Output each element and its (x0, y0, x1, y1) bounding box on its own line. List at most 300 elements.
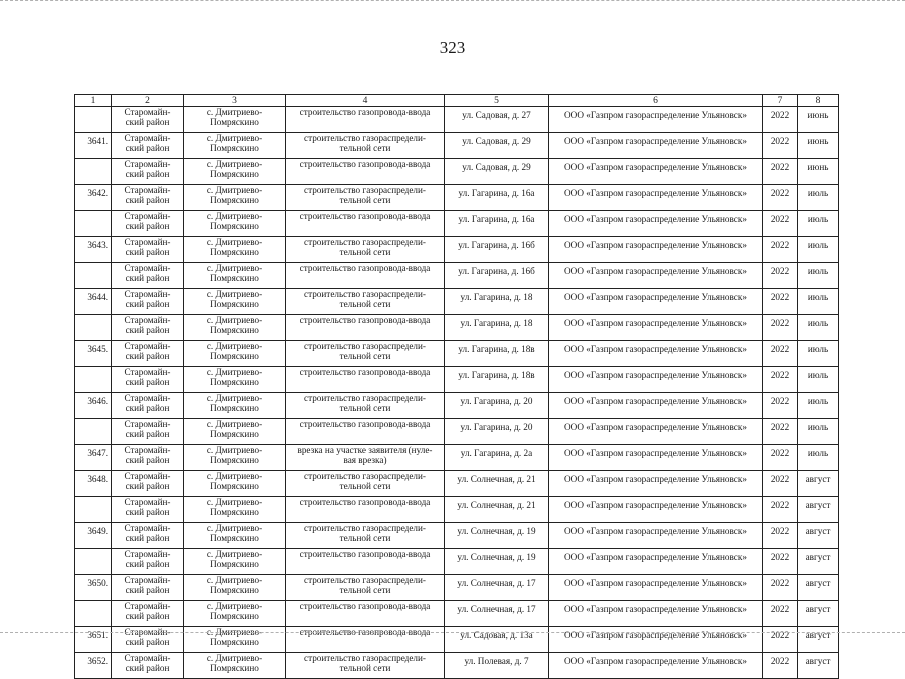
district-cell (112, 367, 184, 393)
address-cell: ул. Гагарина, д. 2а (445, 445, 549, 471)
work-cell (286, 523, 445, 549)
settlement-cell (184, 523, 286, 549)
work-cell-line: тельной сети (339, 195, 391, 205)
district-cell-line: ский район (125, 143, 170, 153)
district-cell-line: Старомайн- (124, 211, 171, 221)
district-cell (112, 575, 184, 601)
month-cell: июль (798, 445, 839, 471)
year-cell: 2022 (763, 315, 798, 341)
month-cell: август (798, 575, 839, 601)
work-cell-line: строительство газопровода-ввода (299, 549, 431, 559)
address-cell: ул. Гагарина, д. 16а (445, 185, 549, 211)
work-cell (286, 185, 445, 211)
work-cell-line: строительство газопровода-ввода (299, 211, 431, 221)
settlement-cell-line: с. Дмитриево- (206, 445, 263, 455)
district-cell-line: ский район (125, 611, 170, 621)
year-cell: 2022 (763, 367, 798, 393)
address-cell: ул. Солнечная, д. 17 (445, 575, 549, 601)
organization-cell: ООО «Газпром газораспределение Ульяновск» (549, 445, 763, 471)
year-cell: 2022 (763, 445, 798, 471)
organization-cell: ООО «Газпром газораспределение Ульяновск» (549, 159, 763, 185)
month-cell: июль (798, 367, 839, 393)
organization-cell: ООО «Газпром газораспределение Ульяновск» (549, 211, 763, 237)
work-cell (286, 601, 445, 627)
district-cell-line: ский район (125, 299, 170, 309)
work-cell-line: строительство газопровода-ввода (299, 263, 431, 273)
district-cell-line: Старомайн- (124, 549, 171, 559)
organization-cell: ООО «Газпром газораспределение Ульяновск» (549, 549, 763, 575)
year-cell: 2022 (763, 471, 798, 497)
work-cell-line: тельной сети (339, 351, 391, 361)
settlement-cell-line: с. Дмитриево- (206, 419, 263, 429)
work-cell-line: строительство газораспредели- (304, 341, 426, 351)
month-cell: август (798, 471, 839, 497)
table-row (75, 185, 839, 211)
settlement-cell-line: Помряскино (210, 507, 259, 517)
district-cell-line: ский район (125, 533, 170, 543)
settlement-cell (184, 107, 286, 133)
col-header: 7 (763, 95, 798, 107)
district-cell-line: Старомайн- (124, 107, 171, 117)
organization-cell: ООО «Газпром газораспределение Ульяновск» (549, 419, 763, 445)
work-cell-line: строительство газопровода-ввода (299, 419, 431, 429)
address-cell: ул. Гагарина, д. 16а (445, 211, 549, 237)
row-number (75, 263, 112, 289)
district-cell-line: Старомайн- (124, 289, 171, 299)
district-cell-line: Старомайн- (124, 445, 171, 455)
organization-cell: ООО «Газпром газораспределение Ульяновск» (549, 575, 763, 601)
row-number (75, 497, 112, 523)
settlement-cell (184, 263, 286, 289)
district-cell-line: ский район (125, 455, 170, 465)
month-cell: июль (798, 419, 839, 445)
district-cell (112, 497, 184, 523)
work-cell (286, 315, 445, 341)
scan-edge-top (0, 0, 905, 2)
district-cell-line: ский район (125, 559, 170, 569)
month-cell: июнь (798, 107, 839, 133)
row-number: 3644. (75, 289, 112, 315)
month-cell: август (798, 601, 839, 627)
work-cell (286, 367, 445, 393)
address-cell: ул. Гагарина, д. 16б (445, 263, 549, 289)
year-cell: 2022 (763, 601, 798, 627)
month-cell: август (798, 627, 839, 653)
address-cell: ул. Солнечная, д. 19 (445, 523, 549, 549)
table-row (75, 601, 839, 627)
month-cell: август (798, 653, 839, 679)
district-cell (112, 237, 184, 263)
row-number: 3643. (75, 237, 112, 263)
settlement-cell-line: Помряскино (210, 403, 259, 413)
district-cell-line: Старомайн- (124, 159, 171, 169)
district-cell-line: ский район (125, 481, 170, 491)
work-cell-line: вая врезка) (343, 455, 387, 465)
row-number (75, 601, 112, 627)
year-cell: 2022 (763, 497, 798, 523)
row-number (75, 549, 112, 575)
address-cell: ул. Гагарина, д. 18 (445, 289, 549, 315)
district-cell-line: Старомайн- (124, 601, 171, 611)
organization-cell: ООО «Газпром газораспределение Ульяновск» (549, 133, 763, 159)
row-number: 3641. (75, 133, 112, 159)
settlement-cell (184, 315, 286, 341)
organization-cell: ООО «Газпром газораспределение Ульяновск» (549, 497, 763, 523)
organization-cell: ООО «Газпром газораспределение Ульяновск» (549, 289, 763, 315)
district-cell-line: Старомайн- (124, 315, 171, 325)
district-cell-line: Старомайн- (124, 367, 171, 377)
settlement-cell-line: с. Дмитриево- (206, 523, 263, 533)
settlement-cell (184, 445, 286, 471)
district-cell (112, 315, 184, 341)
district-cell-line: Старомайн- (124, 471, 171, 481)
district-cell (112, 393, 184, 419)
row-number (75, 367, 112, 393)
work-cell-line: строительство газопровода-ввода (299, 627, 431, 637)
work-cell (286, 393, 445, 419)
row-number: 3642. (75, 185, 112, 211)
work-cell-line: строительство газопровода-ввода (299, 315, 431, 325)
district-cell-line: Старомайн- (124, 393, 171, 403)
work-cell-line: строительство газопровода-ввода (299, 497, 431, 507)
col-header: 8 (798, 95, 839, 107)
settlement-cell-line: Помряскино (210, 117, 259, 127)
col-header: 4 (286, 95, 445, 107)
settlement-cell-line: Помряскино (210, 143, 259, 153)
address-cell: ул. Садовая, д. 13а (445, 627, 549, 653)
row-number: 3650. (75, 575, 112, 601)
district-cell-line: ский район (125, 663, 170, 673)
district-cell-line: Старомайн- (124, 419, 171, 429)
month-cell: июль (798, 393, 839, 419)
settlement-cell (184, 497, 286, 523)
row-number: 3645. (75, 341, 112, 367)
table-row (75, 575, 839, 601)
district-cell (112, 211, 184, 237)
month-cell: июль (798, 263, 839, 289)
settlement-cell-line: Помряскино (210, 585, 259, 595)
work-cell (286, 133, 445, 159)
district-cell-line: ский район (125, 429, 170, 439)
settlement-cell-line: Помряскино (210, 221, 259, 231)
settlement-cell-line: Помряскино (210, 169, 259, 179)
work-cell-line: тельной сети (339, 585, 391, 595)
district-cell-line: Старомайн- (124, 237, 171, 247)
settlement-cell-line: с. Дмитриево- (206, 575, 263, 585)
settlement-cell-line: с. Дмитриево- (206, 237, 263, 247)
address-cell: ул. Гагарина, д. 18 (445, 315, 549, 341)
work-cell-line: строительство газопровода-ввода (299, 367, 431, 377)
year-cell: 2022 (763, 159, 798, 185)
settlement-cell (184, 471, 286, 497)
month-cell: июль (798, 315, 839, 341)
district-cell (112, 445, 184, 471)
work-cell-line: тельной сети (339, 663, 391, 673)
work-cell-line: тельной сети (339, 143, 391, 153)
settlement-cell-line: с. Дмитриево- (206, 289, 263, 299)
table-row (75, 159, 839, 185)
table-row (75, 211, 839, 237)
organization-cell: ООО «Газпром газораспределение Ульяновск» (549, 523, 763, 549)
address-cell: ул. Гагарина, д. 16б (445, 237, 549, 263)
address-cell: ул. Гагарина, д. 18в (445, 367, 549, 393)
month-cell: июль (798, 341, 839, 367)
month-cell: июль (798, 237, 839, 263)
settlement-cell-line: с. Дмитриево- (206, 159, 263, 169)
month-cell: август (798, 549, 839, 575)
work-cell (286, 549, 445, 575)
table-row (75, 393, 839, 419)
district-cell (112, 523, 184, 549)
settlement-cell-line: с. Дмитриево- (206, 549, 263, 559)
settlement-cell-line: Помряскино (210, 429, 259, 439)
col-header: 1 (75, 95, 112, 107)
district-cell (112, 471, 184, 497)
district-cell-line: ский район (125, 351, 170, 361)
work-cell (286, 497, 445, 523)
year-cell: 2022 (763, 549, 798, 575)
work-cell-line: врезка на участке заявителя (нуле- (297, 445, 433, 455)
work-cell-line: строительство газораспредели- (304, 523, 426, 533)
year-cell: 2022 (763, 289, 798, 315)
district-cell-line: Старомайн- (124, 263, 171, 273)
address-cell: ул. Полевая, д. 7 (445, 653, 549, 679)
district-cell-line: ский район (125, 195, 170, 205)
settlement-cell (184, 185, 286, 211)
work-cell-line: строительство газораспредели- (304, 393, 426, 403)
page-number: 323 (439, 38, 466, 57)
header-row (75, 95, 839, 107)
year-cell: 2022 (763, 419, 798, 445)
settlement-cell (184, 133, 286, 159)
organization-cell: ООО «Газпром газораспределение Ульяновск» (549, 107, 763, 133)
district-cell-line: Старомайн- (124, 185, 171, 195)
work-cell-line: строительство газораспредели- (304, 133, 426, 143)
work-cell-line: строительство газораспредели- (304, 289, 426, 299)
work-cell-line: строительство газораспредели- (304, 185, 426, 195)
month-cell: июнь (798, 133, 839, 159)
settlement-cell-line: Помряскино (210, 611, 259, 621)
district-cell (112, 107, 184, 133)
settlement-cell-line: с. Дмитриево- (206, 185, 263, 195)
settlement-cell-line: Помряскино (210, 377, 259, 387)
row-number (75, 315, 112, 341)
work-cell (286, 471, 445, 497)
year-cell: 2022 (763, 107, 798, 133)
work-cell-line: тельной сети (339, 403, 391, 413)
organization-cell: ООО «Газпром газораспределение Ульяновск» (549, 471, 763, 497)
district-cell (112, 549, 184, 575)
settlement-cell-line: с. Дмитриево- (206, 341, 263, 351)
district-cell (112, 653, 184, 679)
work-cell (286, 289, 445, 315)
address-cell: ул. Гагарина, д. 20 (445, 393, 549, 419)
work-cell (286, 237, 445, 263)
settlement-cell (184, 159, 286, 185)
settlement-cell-line: с. Дмитриево- (206, 653, 263, 663)
table-row (75, 315, 839, 341)
scan-edge-bottom (0, 632, 905, 634)
row-number (75, 211, 112, 237)
settlement-cell-line: Помряскино (210, 455, 259, 465)
work-cell-line: строительство газораспредели- (304, 575, 426, 585)
month-cell: июнь (798, 159, 839, 185)
row-number (75, 159, 112, 185)
organization-cell: ООО «Газпром газораспределение Ульяновск» (549, 367, 763, 393)
settlement-cell (184, 575, 286, 601)
address-cell: ул. Гагарина, д. 18в (445, 341, 549, 367)
district-cell-line: ский район (125, 377, 170, 387)
month-cell: июль (798, 211, 839, 237)
settlement-cell-line: Помряскино (210, 637, 259, 647)
district-cell-line: ский район (125, 325, 170, 335)
work-cell (286, 419, 445, 445)
year-cell: 2022 (763, 263, 798, 289)
settlement-cell-line: Помряскино (210, 325, 259, 335)
year-cell: 2022 (763, 523, 798, 549)
year-cell: 2022 (763, 393, 798, 419)
work-cell-line: строительство газораспредели- (304, 471, 426, 481)
address-cell: ул. Гагарина, д. 20 (445, 419, 549, 445)
settlement-cell-line: Помряскино (210, 533, 259, 543)
settlement-cell-line: с. Дмитриево- (206, 601, 263, 611)
table-row (75, 341, 839, 367)
table-row (75, 289, 839, 315)
schedule-table (74, 94, 839, 679)
address-cell: ул. Садовая, д. 27 (445, 107, 549, 133)
work-cell-line: строительство газопровода-ввода (299, 159, 431, 169)
col-header: 6 (549, 95, 763, 107)
settlement-cell-line: с. Дмитриево- (206, 107, 263, 117)
work-cell-line: тельной сети (339, 247, 391, 257)
work-cell-line: тельной сети (339, 533, 391, 543)
settlement-cell-line: Помряскино (210, 247, 259, 257)
settlement-cell-line: с. Дмитриево- (206, 627, 263, 637)
organization-cell: ООО «Газпром газораспределение Ульяновск» (549, 263, 763, 289)
settlement-cell-line: с. Дмитриево- (206, 497, 263, 507)
district-cell-line: Старомайн- (124, 523, 171, 533)
address-cell: ул. Солнечная, д. 19 (445, 549, 549, 575)
year-cell: 2022 (763, 237, 798, 263)
settlement-cell (184, 211, 286, 237)
organization-cell: ООО «Газпром газораспределение Ульяновск» (549, 601, 763, 627)
organization-cell: ООО «Газпром газораспределение Ульяновск» (549, 341, 763, 367)
table-row (75, 523, 839, 549)
table-body (75, 107, 839, 679)
district-cell-line: ский район (125, 637, 170, 647)
district-cell-line: ский район (125, 585, 170, 595)
address-cell: ул. Солнечная, д. 21 (445, 497, 549, 523)
month-cell: июль (798, 289, 839, 315)
settlement-cell (184, 237, 286, 263)
year-cell: 2022 (763, 653, 798, 679)
organization-cell: ООО «Газпром газораспределение Ульяновск» (549, 315, 763, 341)
district-cell-line: ский район (125, 507, 170, 517)
settlement-cell-line: с. Дмитриево- (206, 211, 263, 221)
row-number: 3646. (75, 393, 112, 419)
work-cell-line: тельной сети (339, 481, 391, 491)
district-cell (112, 185, 184, 211)
district-cell-line: Старомайн- (124, 627, 171, 637)
table-row (75, 445, 839, 471)
district-cell-line: Старомайн- (124, 497, 171, 507)
work-cell-line: строительство газораспредели- (304, 237, 426, 247)
settlement-cell-line: с. Дмитриево- (206, 263, 263, 273)
row-number: 3649. (75, 523, 112, 549)
district-cell (112, 133, 184, 159)
district-cell (112, 601, 184, 627)
row-number: 3651. (75, 627, 112, 653)
settlement-cell (184, 653, 286, 679)
organization-cell: ООО «Газпром газораспределение Ульяновск» (549, 393, 763, 419)
table-row (75, 653, 839, 679)
settlement-cell-line: с. Дмитриево- (206, 133, 263, 143)
work-cell-line: тельной сети (339, 299, 391, 309)
organization-cell: ООО «Газпром газораспределение Ульяновск» (549, 237, 763, 263)
address-cell: ул. Садовая, д. 29 (445, 133, 549, 159)
settlement-cell (184, 393, 286, 419)
district-cell-line: ский район (125, 169, 170, 179)
work-cell (286, 653, 445, 679)
work-cell (286, 211, 445, 237)
work-cell-line: строительство газопровода-ввода (299, 107, 431, 117)
settlement-cell-line: с. Дмитриево- (206, 315, 263, 325)
organization-cell: ООО «Газпром газораспределение Ульяновск» (549, 185, 763, 211)
settlement-cell (184, 419, 286, 445)
row-number (75, 419, 112, 445)
work-cell (286, 159, 445, 185)
month-cell: август (798, 523, 839, 549)
settlement-cell-line: Помряскино (210, 273, 259, 283)
settlement-cell-line: с. Дмитриево- (206, 471, 263, 481)
district-cell-line: ский район (125, 221, 170, 231)
table-row (75, 471, 839, 497)
organization-cell: ООО «Газпром газораспределение Ульяновск» (549, 653, 763, 679)
col-header: 5 (445, 95, 549, 107)
table-row (75, 107, 839, 133)
settlement-cell (184, 601, 286, 627)
settlement-cell (184, 289, 286, 315)
work-cell (286, 263, 445, 289)
work-cell (286, 445, 445, 471)
work-cell (286, 575, 445, 601)
settlement-cell (184, 549, 286, 575)
table-row (75, 367, 839, 393)
settlement-cell-line: Помряскино (210, 195, 259, 205)
settlement-cell (184, 341, 286, 367)
table-row (75, 263, 839, 289)
settlement-cell-line: Помряскино (210, 663, 259, 673)
row-number: 3647. (75, 445, 112, 471)
district-cell (112, 341, 184, 367)
settlement-cell-line: Помряскино (210, 559, 259, 569)
year-cell: 2022 (763, 575, 798, 601)
district-cell (112, 419, 184, 445)
year-cell: 2022 (763, 211, 798, 237)
settlement-cell-line: Помряскино (210, 299, 259, 309)
work-cell-line: строительство газораспредели- (304, 653, 426, 663)
table-row (75, 237, 839, 263)
district-cell-line: Старомайн- (124, 341, 171, 351)
table-row (75, 419, 839, 445)
table-row (75, 549, 839, 575)
col-header: 3 (184, 95, 286, 107)
district-cell-line: ский район (125, 117, 170, 127)
year-cell: 2022 (763, 341, 798, 367)
work-cell (286, 341, 445, 367)
district-cell (112, 263, 184, 289)
col-header: 2 (112, 95, 184, 107)
